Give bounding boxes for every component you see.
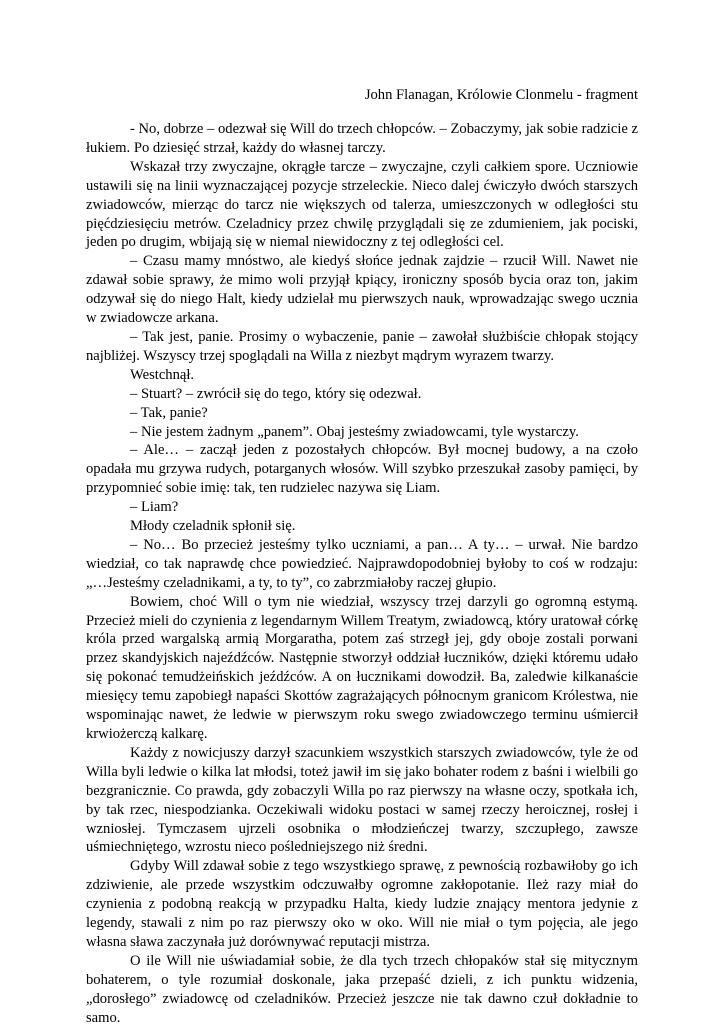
paragraph: – No… Bo przecież jesteśmy tylko uczniami, a pan… A ty… – urwał. Nie bardzo wiedział, co tak naprawdę chce powiedzieć. Najprawdopodobniej byłoby to coś w rodzaju: „…Jesteśmy czeladnikami, a ty, to ty”, co zabrzmiałoby raczej głupio. — [86, 536, 638, 591]
document-header: John Flanagan, Królowie Clonmelu - fragment — [364, 87, 638, 103]
paragraph: – Ale… – zaczął jeden z pozostałych chłopców. Był mocnej budowy, a na czoło opadała mu grzywa rudych, potarganych włosów. Will szybko przeszukał zasoby pamięci, by przypomnieć sobie imię: tak, ten rudzielec nazywa się Liam. — [86, 442, 638, 497]
paragraph: Gdyby Will zdawał sobie z tego wszystkiego sprawę, z pewnością rozbawiłoby go ich zdziwienie, ale przede wszystkim odczuwałby ogromne zakłopotanie. Ileż razy miał do czynienia z podobną reakcją w przypadku Halta, kiedy ludzie znający mentora jedynie z legendy, stawali z nim po raz pierwszy oko w oko. Will nie miał o tym pojęcia, ale jego własna sława zaczynała już dorównywać reputacji mistrza. — [86, 858, 638, 950]
document-body — [86, 120, 638, 1028]
paragraph: O ile Will nie uświadamiał sobie, że dla tych trzech chłopaków stał się mitycznym bohaterem, o tyle rozumiał doskonale, jaka przepaść dzieli, z ich punktu widzenia, „dorosłego” zwiadowcę od czeladników. Przecież jeszcze nie tak dawno czuł dokładnie to samo. — [86, 952, 638, 1026]
paragraph: – Tak, panie? — [130, 404, 208, 421]
paragraph: Każdy z nowicjuszy darzył szacunkiem wszystkich starszych zwiadowców, tyle że od Willa byli ledwie o kilka lat młodsi, toteż jawił im się jako bohater rodem z baśni i wielbili go bezgranicznie. Co prawda, gdy zobaczyli Willa po raz pierwszy na własne oczy, spotkała ich, by tak rzec, niespodzianka. Oczekiwali widoku postaci w samej rzeczy heroicznej, rosłej i wzniosłej. Tymczasem ujrzeli osobnika o młodzieńczej twarzy, szczupłego, zawsze uśmiechniętego, wzrostu nieco pośledniejszego niż średni. — [86, 744, 638, 856]
paragraph: – Liam? — [130, 499, 179, 516]
paragraph: Bowiem, choć Will o tym nie wiedział, wszyscy trzej darzyli go ogromną estymą. Przecież mieli do czynienia z legendarnym Willem Treatym, zwiadowcą, który uratował córkę króla przed wargalską armią Morgaratha, potem zaś strzegł jej, gdy oboje zostali porwani przez skandyjskich najeźdźców. Następnie stworzył oddział łuczników, dzięki któremu udało się pokonać temudżeińskich jeźdźców. A on łucznikami dowodził. Ba, zaledwie kilkanaście miesięcy temu zapobiegł napaści Skottów zagrażających północnym granicom Królestwa, nie wspominając nawet, że ledwie w pierwszym roku swego zwiadowczego terminu uśmiercił krwiożerczą kalkarę. — [86, 593, 638, 742]
paragraph: – Stuart? – zwrócił się do tego, który się odezwał. — [130, 385, 422, 402]
paragraph: Westchnął. — [130, 366, 195, 383]
paragraph: – Nie jestem żadnym „panem”. Obaj jesteśmy zwiadowcami, tyle wystarczy. — [130, 423, 579, 440]
paragraph: Wskazał trzy zwyczajne, okrągłe tarcze – zwyczajne, czyli całkiem spore. Uczniowie ustawili się na linii wyznaczającej pozycje strzeleckie. Nieco dalej ćwiczyło dwóch starszych zwiadowców, mierząc do tarcz nie większych od talerza, umieszczonych w odległości stu pięćdziesięciu metrów. Czeladnicy przez chwilę przyglądali się ze zdumieniem, jak pociski, jeden po drugim, wbijają się w niemal niewidoczny z tej odległości cel. — [86, 158, 638, 251]
paragraph: Młody czeladnik spłonił się. — [130, 518, 296, 535]
paragraph: – Tak jest, panie. Prosimy o wybaczenie, panie – zawołał służbiście chłopak stojący najbliżej. Wszyscy trzej spoglądali na Willa z niezbyt mądrym wyrazem twarzy. — [86, 328, 638, 364]
paragraph: – Czasu mamy mnóstwo, ale kiedyś słońce jednak zajdzie – rzucił Will. Nawet nie zdawał sobie sprawy, że mimo woli przyjął kpiący, ironiczny sposób bycia oraz ton, jakim odzywał się do niego Halt, kiedy udzielał mu pierwszych nauk, wprowadzając swego ucznia w zwiadowcze arkana. — [86, 253, 638, 327]
paragraph: - No, dobrze – odezwał się Will do trzech chłopców. – Zobaczymy, jak sobie radzicie z łukiem. Po dziesięć strzał, każdy do własnej tarczy. — [86, 121, 638, 156]
